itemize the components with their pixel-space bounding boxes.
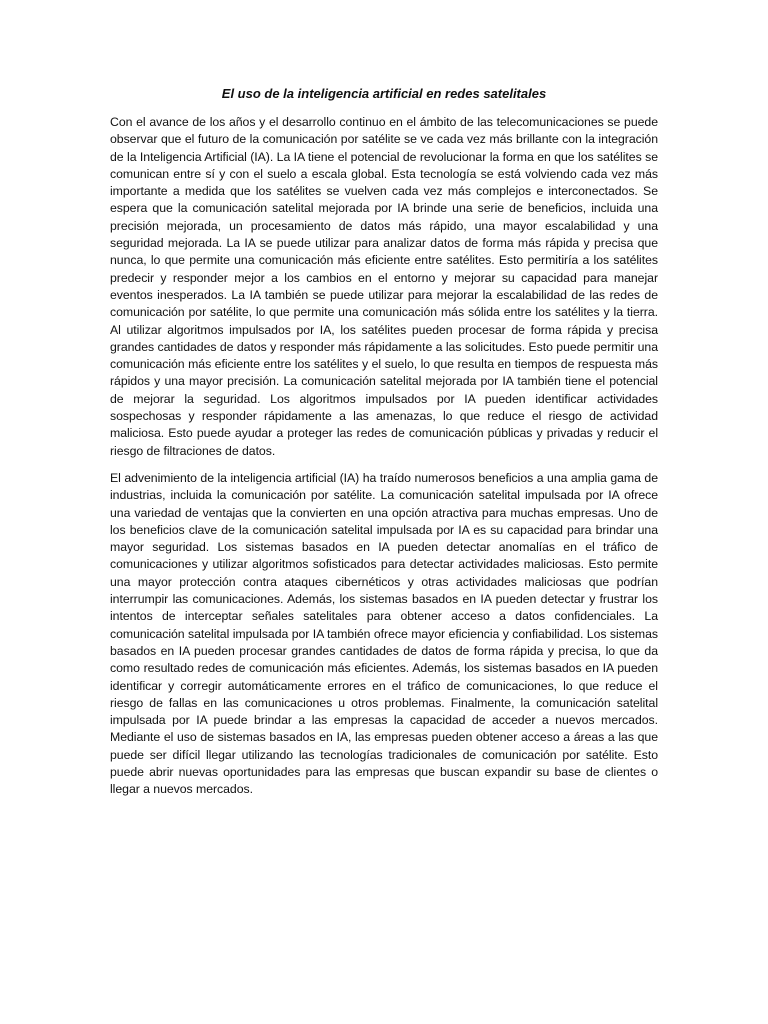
paragraph-2: El advenimiento de la inteligencia artificial (IA) ha traído numerosos beneficios a una amplia gama de industrias, incluida la comunicación por satélite. La comunicación satelital impulsada por IA ofrece una variedad de ventajas que la convierten en una opción atractiva para muchas empresas. Uno de los beneficios clave de la comunicación satelital impulsada por IA es su capacidad para brindar una mayor seguridad. Los sistemas basados en IA pueden detectar anomalías en el tráfico de comunicaciones y utilizar algoritmos sofisticados para detectar actividades maliciosas. Esto permite una mayor protección contra ataques cibernéticos y otras actividades maliciosas que podrían interrumpir las comunicaciones. Además, los sistemas basados en IA pueden detectar y frustrar los intentos de interceptar señales satelitales para obtener acceso a datos confidenciales. La comunicación satelital impulsada por IA también ofrece mayor eficiencia y confiabilidad. Los sistemas basados en IA pueden procesar grandes cantidades de datos de forma rápida y precisa, lo que da como resultado redes de comunicación más eficientes. Además, los sistemas basados en IA pueden identificar y corregir automáticamente errores en el tráfico de comunicaciones, lo que reduce el riesgo de fallas en las comunicaciones u otros problemas. Finalmente, la comunicación satelital impulsada por IA puede brindar a las empresas la capacidad de acceder a nuevos mercados. Mediante el uso de sistemas basados en IA, las empresas pueden obtener acceso a áreas a las que puede ser difícil llegar utilizando las tecnologías tradicionales de comunicación por satélite. Esto puede abrir nuevas oportunidades para las empresas que buscan expandir su base de clientes o llegar a nuevos mercados. — [110, 470, 658, 797]
paragraph-1: Con el avance de los años y el desarrollo continuo en el ámbito de las telecomunicaciones se puede observar que el futuro de la comunicación por satélite se ve cada vez más brillante con la integración de la Inteligencia Artificial (IA). La IA tiene el potencial de revolucionar la forma en que los satélites se comunican entre sí y con el suelo a escala global. Esta tecnología se está volviendo cada vez más importante a medida que los satélites se vuelven cada vez más complejos e interconectados. Se espera que la comunicación satelital mejorada por IA brinde una serie de beneficios, incluida una precisión mejorada, un procesamiento de datos más rápido, una mayor escalabilidad y una seguridad mejorada. La IA se puede utilizar para analizar datos de forma más rápida y precisa que nunca, lo que permite una comunicación más eficiente entre satélites. Esto permitiría a los satélites predecir y responder mejor a los cambios en el entorno y mejorar su capacidad para manejar eventos inesperados. La IA también se puede utilizar para mejorar la escalabilidad de las redes de comunicación por satélite, lo que permite una comunicación más sólida entre los satélites y la tierra. Al utilizar algoritmos impulsados por IA, los satélites pueden procesar de forma rápida y precisa grandes cantidades de datos y responder más rápidamente a las solicitudes. Esto puede permitir una comunicación más eficiente entre los satélites y el suelo, lo que resulta en tiempos de respuesta más rápidos y una mayor precisión. La comunicación satelital mejorada por IA también tiene el potencial de mejorar la seguridad. Los algoritmos impulsados por IA pueden identificar actividades sospechosas y responder rápidamente a las amenazas, lo que reduce el riesgo de actividad maliciosa. Esto puede ayudar a proteger las redes de comunicación públicas y privadas y reducir el riesgo de filtraciones de datos. — [110, 115, 658, 458]
document-title: El uso de la inteligencia artificial en redes satelitales — [221, 86, 547, 101]
